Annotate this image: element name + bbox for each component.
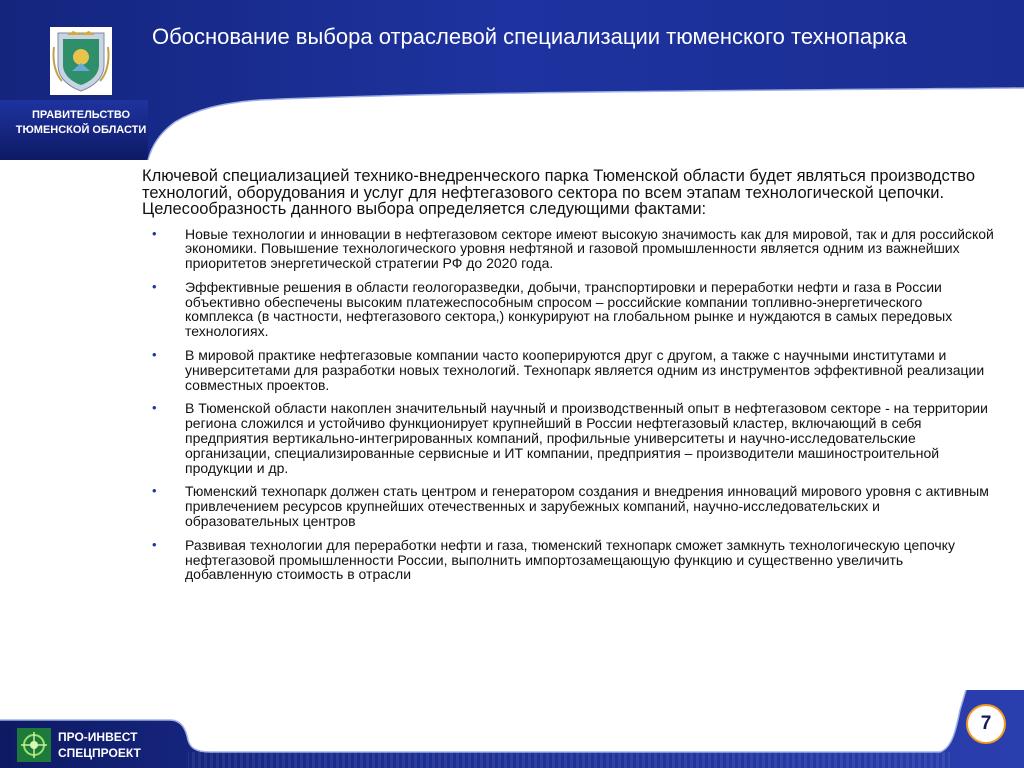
intro-paragraph: Ключевой специализацией технико-внедренческого парка Тюменской области будет являться производство технологий, оборудования и услуг для нефтегазового сектора по всем этапам технологической цепочки. Целесообразность данного выбора определяется следующими фактами:: [142, 167, 976, 218]
company-logo-icon: [17, 728, 51, 762]
bullet-icon: •: [152, 483, 157, 499]
list-item-text: Тюменский технопарк должен стать центром и генератором создания и внедрения инноваций мирового уровня с активным привлечением ресурсов крупнейших отечественных и зарубежных компаний, научно-исследовательских и образовательных центров: [185, 483, 989, 530]
list-item: [142, 538, 994, 582]
list-item: [142, 280, 994, 339]
bullet-icon: •: [152, 225, 157, 241]
list-item-text: Эффективные решения в области геологоразведки, добычи, транспортировки и переработки нефти и газа в России объективно обеспечены высоким платежеспособным спросом – российские компании топливно-энергетического комплекса (в частности, нефтегазового сектора,) конкурируют на глобальном рынке и нуждаются в самых передовых технологиях.: [185, 278, 953, 340]
bullet-icon: •: [152, 400, 157, 416]
coat-of-arms-icon: [50, 27, 112, 95]
government-label: ПРАВИТЕЛЬСТВО ТЮМЕНСКОЙ ОБЛАСТИ: [15, 109, 147, 136]
bullet-icon: •: [152, 278, 157, 294]
list-item: [142, 401, 994, 475]
list-item-text: Развивая технологии для переработки нефти и газа, тюменский технопарк сможет замкнуть технологическую цепочку нефтегазовой промышленности России, выполнить импортозамещающую функцию и существенно увеличить добавленную стоимость в отрасли: [185, 536, 955, 583]
bullet-icon: •: [152, 347, 157, 363]
page-number: 7: [966, 704, 1006, 744]
page-title: Обоснование выбора отраслевой специализации тюменского технопарка: [152, 24, 907, 49]
main-content: [142, 168, 994, 591]
list-item-text: В мировой практике нефтегазовые компании часто кооперируются друг с другом, а также с научными институтами и университетами для разработки новых технологий. Технопарк является одним из инструментов эффективной реализации совместных проектов.: [185, 347, 985, 393]
list-item: [142, 484, 994, 528]
list-item: [142, 227, 994, 271]
bullet-icon: •: [152, 536, 157, 552]
company-label: ПРО-ИНВЕСТ СПЕЦПРОЕКТ: [58, 730, 141, 760]
facts-list: [142, 227, 994, 583]
list-item: [142, 348, 994, 392]
list-item-text: Новые технологии и инновации в нефтегазовом секторе имеют высокую значимость как для мировой, так и для российской экономики. Повышение технологического уровня нефтяной и газовой промышленности является одним из важнейших приоритетов энергетической стратегии РФ до 2020 года.: [185, 225, 994, 272]
list-item-text: В Тюменской области накоплен значительный научный и производственный опыт в нефтегазовом секторе - на территории региона сложился и устойчиво функционирует крупнейший в России нефтегазовый кластер, включающий в себя предприятия вертикально-интегрированных компаний, профильные университеты и научно-исследовательские организации, специализированные сервисные и ИТ компании, предприятия – производители машиностроительной продукции и др.: [185, 400, 988, 476]
